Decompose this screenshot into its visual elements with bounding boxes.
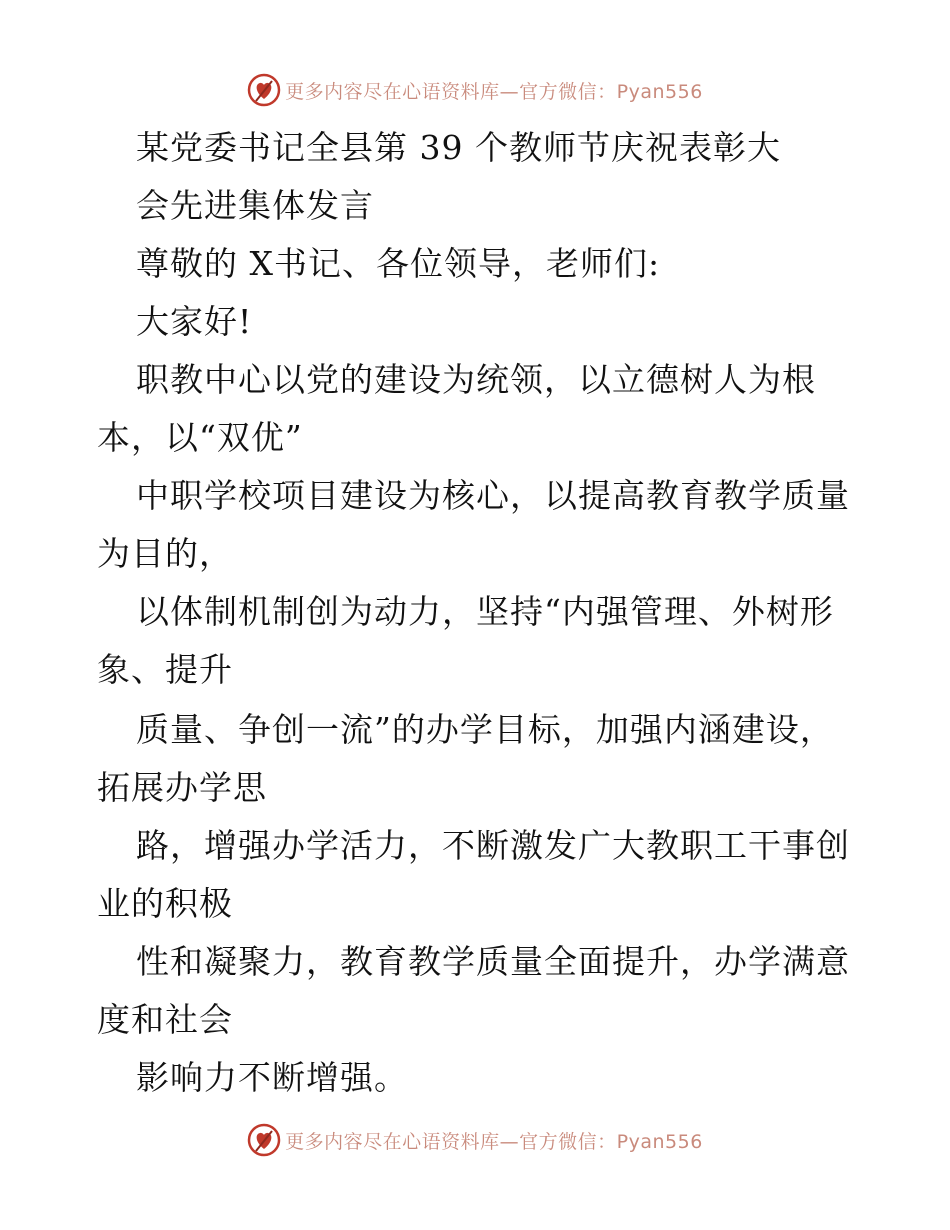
watermark-header bbox=[0, 70, 950, 110]
paragraph-line: 中职学校项目建设为核心，以提高教育教学质量 bbox=[136, 476, 850, 515]
watermark-text: 更多内容尽在心语资料库—官方微信：Pyan556 bbox=[285, 1130, 703, 1153]
paragraph-line: 性和凝聚力，教育教学质量全面提升，办学满意 bbox=[136, 942, 850, 981]
doc-title-line-1: 某党委书记全县第 39 个教师节庆祝表彰大 bbox=[136, 128, 781, 167]
paragraph-line: 职教中心以党的建设为统领，以立德树人为根 bbox=[136, 360, 816, 399]
paragraph-line: 拓展办学思 bbox=[97, 768, 267, 807]
paragraph-line: 为目的， bbox=[97, 534, 233, 573]
watermark-footer bbox=[0, 1120, 950, 1160]
paragraph-line: 度和社会 bbox=[97, 1000, 233, 1039]
paragraph-line: 本，以“双优” bbox=[97, 418, 303, 457]
paragraph-line: 业的积极 bbox=[97, 884, 233, 923]
heart-logo-icon bbox=[247, 1123, 281, 1157]
paragraph-line: 路，增强办学活力，不断激发广大教职工干事创 bbox=[136, 826, 850, 865]
greeting: 大家好! bbox=[136, 302, 253, 341]
paragraph-line: 影响力不断增强。 bbox=[136, 1058, 408, 1097]
salutation: 尊敬的 X书记、各位领导，老师们: bbox=[136, 244, 661, 283]
watermark-text: 更多内容尽在心语资料库—官方微信：Pyan556 bbox=[285, 80, 703, 103]
heart-logo-icon bbox=[247, 73, 281, 107]
paragraph-line: 象、提升 bbox=[97, 650, 233, 689]
paragraph-line: 质量、争创一流”的办学目标，加强内涵建设， bbox=[136, 710, 834, 749]
doc-title-line-2: 会先进集体发言 bbox=[136, 186, 374, 225]
paragraph-line: 以体制机制创为动力，坚持“内强管理、外树形 bbox=[136, 592, 834, 631]
